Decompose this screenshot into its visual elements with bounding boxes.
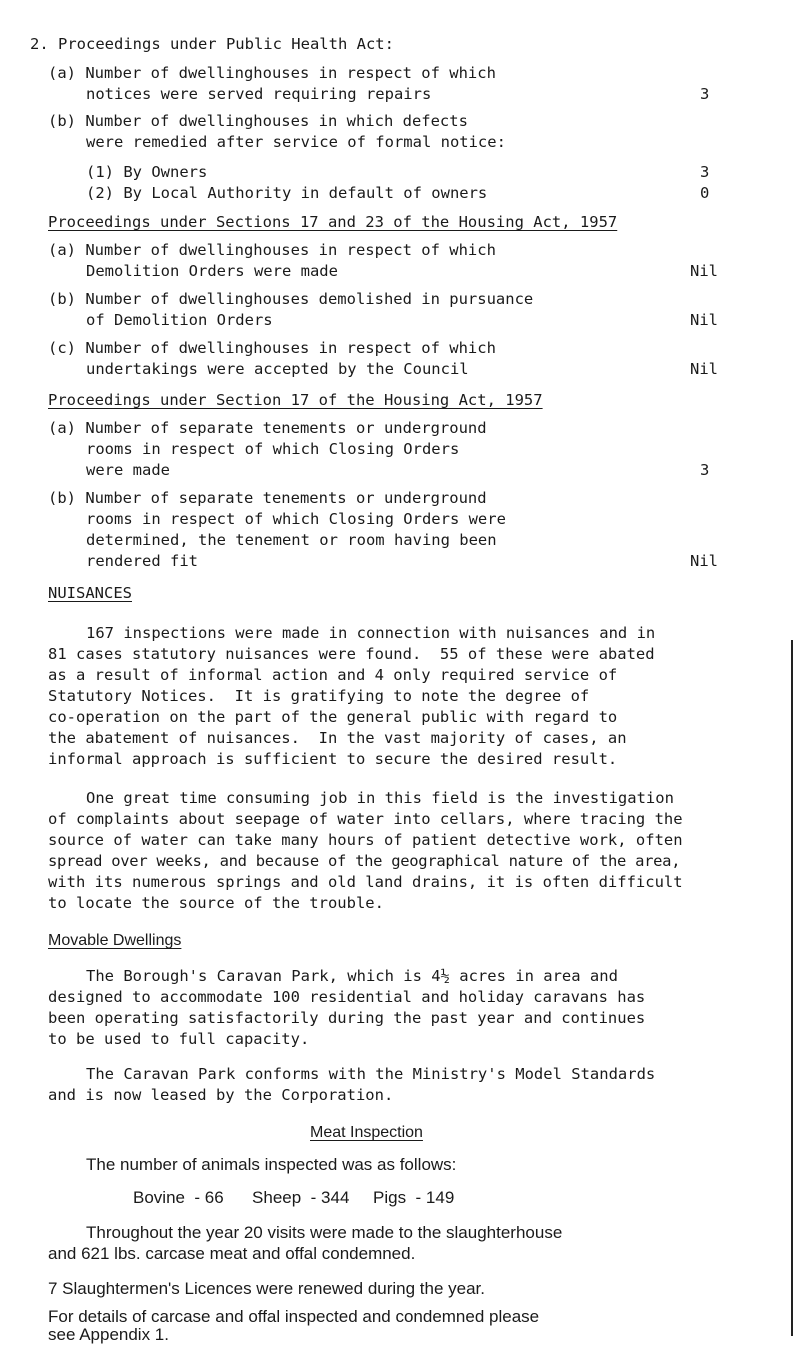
nuisances-p1-line: informal approach is sufficient to secure the desired result. xyxy=(48,750,618,768)
demolition-c-line2: undertakings were accepted by the Council xyxy=(86,360,469,378)
demolition-a-value: Nil xyxy=(690,262,718,280)
demolition-c-line1: (c) Number of dwellinghouses in respect of which xyxy=(48,339,496,357)
demolition-c-value: Nil xyxy=(690,360,718,378)
closing-heading: Proceedings under Section 17 of the Housing Act, 1957 xyxy=(48,391,543,409)
meat-animals-counts: Bovine - 66 Sheep - 344 Pigs - 149 xyxy=(133,1188,455,1207)
nuisances-p2-line: One great time consuming job in this field is the investigation xyxy=(86,789,674,807)
nuisances-p2-line: source of water can take many hours of patient detective work, often xyxy=(48,831,683,849)
item-2b2-text: (2) By Local Authority in default of owners xyxy=(86,184,488,202)
nuisances-p1-line: 81 cases statutory nuisances were found. 55 of these were abated xyxy=(48,645,655,663)
movable-p1-line: to be used to full capacity. xyxy=(48,1030,310,1048)
movable-p1-line: designed to accommodate 100 residential and holiday caravans has xyxy=(48,988,646,1006)
closing-a-value: 3 xyxy=(700,461,710,479)
movable-p2-line: and is now leased by the Corporation. xyxy=(48,1086,394,1104)
closing-b-line3: determined, the tenement or room having been xyxy=(86,531,497,549)
nuisances-p2-line: spread over weeks, and because of the geographical nature of the area, xyxy=(48,852,681,870)
movable-p2-line: The Caravan Park conforms with the Ministry's Model Standards xyxy=(86,1065,656,1083)
item-2b1-value: 3 xyxy=(700,163,710,181)
item-2b1-text: (1) By Owners xyxy=(86,163,208,181)
nuisances-p1-line: 167 inspections were made in connection with nuisances and in xyxy=(86,624,656,642)
nuisances-heading: NUISANCES xyxy=(48,584,132,602)
nuisances-p2-line: to locate the source of the trouble. xyxy=(48,894,384,912)
closing-b-value: Nil xyxy=(690,552,718,570)
closing-a-line1: (a) Number of separate tenements or underground xyxy=(48,419,487,437)
section-2-heading: 2. Proceedings under Public Health Act: xyxy=(30,35,394,53)
meat-details-line: For details of carcase and offal inspected and condemned please xyxy=(48,1307,540,1326)
meat-visits-line: and 621 lbs. carcase meat and offal condemned. xyxy=(48,1244,416,1263)
closing-b-line2: rooms in respect of which Closing Orders were xyxy=(86,510,506,528)
demolition-b-value: Nil xyxy=(690,311,718,329)
movable-heading: Movable Dwellings xyxy=(48,932,182,949)
nuisances-p1-line: co-operation on the part of the general public with regard to xyxy=(48,708,618,726)
demolition-a-line1: (a) Number of dwellinghouses in respect of which xyxy=(48,241,496,259)
item-2b-line2: were remedied after service of formal notice: xyxy=(86,133,506,151)
item-2b2-value: 0 xyxy=(700,184,710,202)
closing-a-line2: rooms in respect of which Closing Orders xyxy=(86,440,460,458)
meat-visits-line: Throughout the year 20 visits were made to the slaughterhouse xyxy=(86,1223,563,1242)
demolition-a-line2: Demolition Orders were made xyxy=(86,262,338,280)
nuisances-p1-line: Statutory Notices. It is gratifying to note the degree of xyxy=(48,687,590,705)
movable-p1-line: been operating satisfactorily during the past year and continues xyxy=(48,1009,646,1027)
nuisances-p2-line: with its numerous springs and old land drains, it is often difficult xyxy=(48,873,683,891)
nuisances-p1-line: as a result of informal action and 4 only required service of xyxy=(48,666,618,684)
movable-p1-line: The Borough's Caravan Park, which is 4½ acres in area and xyxy=(86,967,618,985)
nuisances-p1-line: the abatement of nuisances. In the vast majority of cases, an xyxy=(48,729,627,747)
item-2a-line2: notices were served requiring repairs xyxy=(86,85,432,103)
meat-details-line: see Appendix 1. xyxy=(48,1325,169,1344)
demolition-heading: Proceedings under Sections 17 and 23 of the Housing Act, 1957 xyxy=(48,213,618,231)
demolition-b-line2: of Demolition Orders xyxy=(86,311,273,329)
nuisances-p2-line: of complaints about seepage of water into cellars, where tracing the xyxy=(48,810,683,828)
closing-b-line1: (b) Number of separate tenements or underground xyxy=(48,489,487,507)
demolition-b-line1: (b) Number of dwellinghouses demolished in pursuance xyxy=(48,290,534,308)
item-2b-line1: (b) Number of dwellinghouses in which defects xyxy=(48,112,468,130)
item-2a-value: 3 xyxy=(700,85,710,103)
meat-intro: The number of animals inspected was as follows: xyxy=(86,1155,457,1174)
scan-edge-line xyxy=(791,640,793,1336)
closing-b-line4: rendered fit xyxy=(86,552,198,570)
item-2a-line1: (a) Number of dwellinghouses in respect of which xyxy=(48,64,496,82)
meat-licences: 7 Slaughtermen's Licences were renewed during the year. xyxy=(48,1279,486,1298)
closing-a-line3: were made xyxy=(86,461,170,479)
meat-heading: Meat Inspection xyxy=(310,1124,423,1141)
